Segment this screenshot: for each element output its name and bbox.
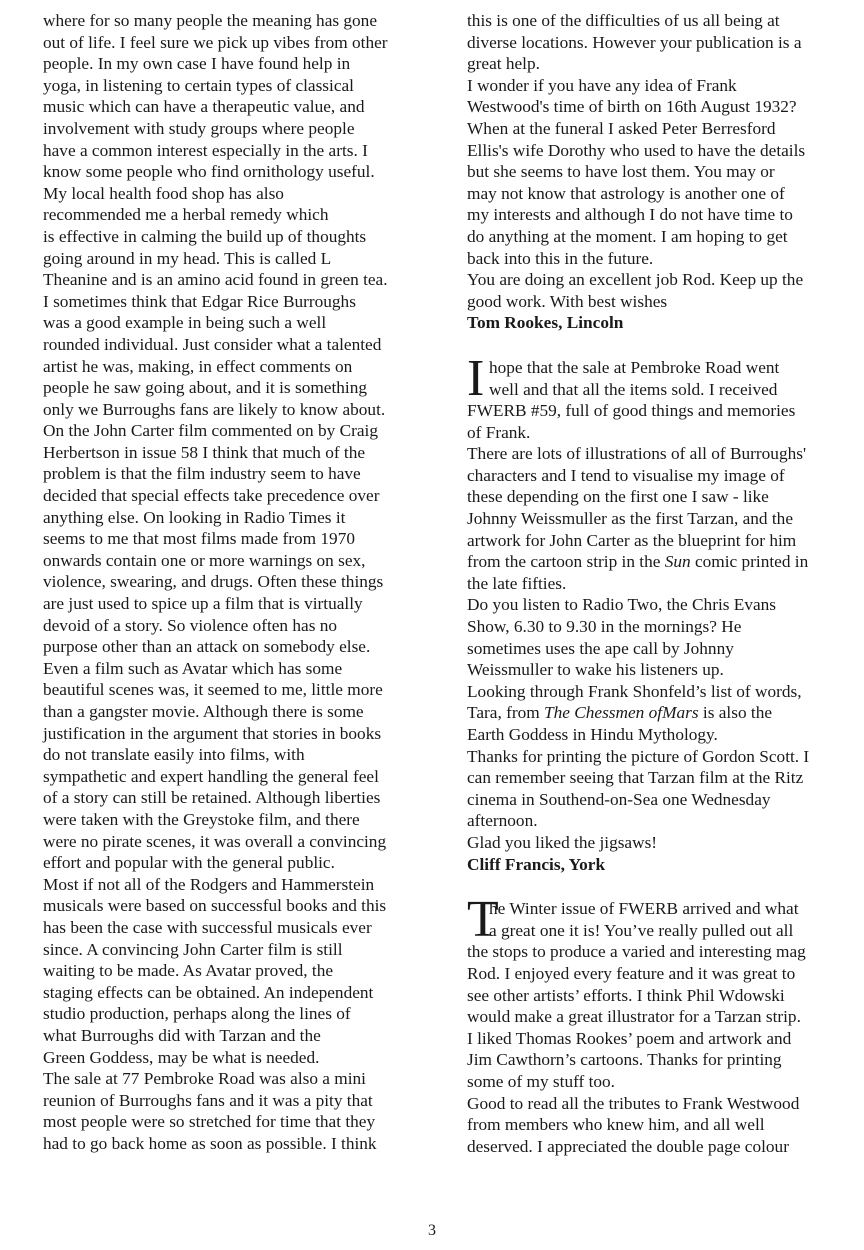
page-number: 3 [428,1222,436,1239]
text-line: going around in my head. This is called L [43,248,332,268]
signature-tom-rookes: Tom Rookes, Lincoln [467,313,624,333]
text-line: rounded individual. Just consider what a talented [43,334,382,354]
text-line: of a story can still be retained. Although liberties [43,788,381,808]
text-line: violence, swearing, and drugs. Often these things [43,572,384,592]
text-line-chessmen: Tara, from The Chessmen ofMars is also the [467,703,773,723]
text-line: only we Burroughs fans are likely to know about. [43,399,386,419]
text-line: people he saw going about, and it is something [43,378,367,398]
text-line: Thanks for printing the picture of Gordon Scott. I [467,746,810,766]
text-line: beautiful scenes was, it seemed to me, little more [43,680,383,700]
text-line: were taken with the Greystoke film, and there [43,809,360,829]
text-line: great help. [467,54,540,74]
text-line: You are doing an excellent job Rod. Keep up the [467,270,804,290]
book-title: The Chessmen ofMars [544,703,699,723]
text-line: artist he was, making, in effect comments on [43,356,353,376]
text-line: afternoon. [467,811,538,831]
text-line: since. A convincing John Carter film is still [43,939,343,959]
letter-gap [467,334,852,357]
text-line: Herbertson in issue 58 I think that much of the [43,442,366,462]
text-line: hope that the sale at Pembroke Road went [489,357,780,377]
text-line: may not know that astrology is another one of [467,183,785,203]
text-line: On the John Carter film commented on by Craig [43,421,378,441]
text-line: effort and popular with the general public. [43,853,335,873]
text-line: sometimes uses the ape call by Johnny [467,638,734,658]
text-line-sun: from the cartoon strip in the Sun comic printed in [467,552,809,572]
text-line: these depending on the first one I saw - like [467,487,769,507]
text-line: The sale at 77 Pembroke Road was also a mini [43,1069,366,1089]
text-line: recommended me a herbal remedy which [43,205,329,225]
text-line: Jim Cawthorn’s cartoons. Thanks for printing [467,1050,782,1070]
text-line: decided that special effects take precedence over [43,486,380,506]
text-line: Theanine and is an amino acid found in green tea. [43,270,388,290]
text-line: deserved. I appreciated the double page colour [467,1136,789,1156]
text-line: I wonder if you have any idea of Frank [467,75,737,95]
text-line: see other artists’ efforts. I think Phil Wdowski [467,985,785,1005]
text-line: of Frank. [467,422,531,442]
text-line: Ellis's wife Dorothy who used to have the details [467,140,806,160]
text-line: is effective in calming the build up of thoughts [43,226,367,246]
text-line: Show, 6.30 to 9.30 in the mornings? He [467,617,742,637]
text-line: from members who knew him, and all well [467,1115,765,1135]
text-line: are just used to spice up a film that is virtually [43,594,363,614]
text-line: back into this in the future. [467,248,654,268]
text-line: justification in the argument that stories in books [43,723,382,743]
text-line: Weissmuller to wake his listeners up. [467,660,724,680]
text-line: Looking through Frank Shonfeld’s list of words, [467,681,802,701]
text-line: waiting to be made. As Avatar proved, the [43,961,334,981]
text-line: can remember seeing that Tarzan film at the Ritz [467,768,804,788]
text-line: music which can have a therapeutic value, and [43,97,365,117]
text-line: Most if not all of the Rodgers and Hammerstein [43,874,375,894]
text-line: Green Goddess, may be what is needed. [43,1047,320,1067]
text-line: do not translate easily into films, with [43,745,305,765]
text-line: Rod. I enjoyed every feature and it was great to [467,963,796,983]
text-line: the stops to produce a varied and interesting mag [467,942,806,962]
text-line: the late fifties. [467,573,567,593]
text-line: seems to me that most films made from 1970 [43,529,355,549]
drop-cap-i: I [467,349,485,407]
text-line: Good to read all the tributes to Frank Westwood [467,1093,800,1113]
text-line: have a common interest especially in the arts. I [43,140,368,160]
text-line: was a good example in being such a well [43,313,327,333]
text-line: involvement with study groups where people [43,118,355,138]
text-line: cinema in Southend-on-Sea one Wednesday [467,789,771,809]
text-line: has been the case with successful musicals ever [43,917,372,937]
text-line: this is one of the difficulties of us all being at [467,11,780,30]
text-line: There are lots of illustrations of all of Burroughs' [467,444,807,464]
text-line: were no pirate scenes, it was overall a convincing [43,831,387,851]
newspaper-title: Sun [664,552,691,572]
text-line: had to go back home as soon as possible. I think [43,1133,377,1153]
text-line: would make a great illustrator for a Tarzan strip. [467,1007,801,1027]
text-line: some of my stuff too. [467,1071,616,1091]
text-line: diverse locations. However your publication is a [467,32,802,52]
text-line: where for so many people the meaning has gone [43,11,377,30]
text-line: know some people who find ornithology useful. [43,162,375,182]
text-line: he Winter issue of FWERB arrived and what [489,899,799,919]
text-line: than a gangster movie. Although there is some [43,702,364,721]
right-column [467,10,852,1157]
text-line: sympathetic and expert handling the general feel [43,766,379,786]
text-line: Westwood's time of birth on 16th August 1932? [467,97,797,117]
text-line: FWERB #59, full of good things and memories [467,401,796,421]
text-line: yoga, in listening to certain types of classical [43,75,354,95]
text-line: My local health food shop has also [43,183,284,203]
text-line: anything else. On looking in Radio Times it [43,507,346,527]
text-line: out of life. I feel sure we pick up vibes from other [43,32,388,52]
text-line: my interests and although I do not have time to [467,205,793,225]
signature-cliff-francis: Cliff Francis, York [467,854,606,874]
text-line: what Burroughs did with Tarzan and the [43,1025,321,1045]
text-line: I sometimes think that Edgar Rice Burroughs [43,291,356,311]
text-line: purpose other than an attack on somebody else. [43,637,371,657]
text-line: devoid of a story. So violence often has no [43,615,338,635]
text-line: studio production, perhaps along the lines of [43,1004,351,1024]
text-line: well and that all the items sold. I received [489,379,778,399]
text-line: good work. With best wishes [467,291,668,311]
letter-winter-issue [467,891,852,1157]
text-line: reunion of Burroughs fans and it was a pity that [43,1090,373,1110]
text-line: characters and I tend to visualise my image of [467,465,785,485]
text-line: musicals were based on successful books and this [43,896,387,916]
text-line: do anything at the moment. I am hoping to get [467,226,788,246]
left-column [43,10,435,1154]
text-line: Johnny Weissmuller as the first Tarzan, and the [467,509,793,529]
drop-cap-t: T [467,891,499,949]
text-line: most people were so stretched for time that they [43,1112,376,1132]
letter-gap [467,875,852,898]
letter-cliff-francis [467,349,852,854]
text-line: a great one it is! You’ve really pulled out all [489,920,794,940]
text-line: Glad you liked the jigsaws! [467,832,658,852]
text-line: Earth Goddess in Hindu Mythology. [467,725,718,744]
text-line: I liked Thomas Rookes’ poem and artwork and [467,1028,792,1048]
text-line: staging effects can be obtained. An independent [43,982,374,1002]
text-line: but she seems to have lost them. You may or [467,162,775,182]
text-line: problem is that the film industry seem to have [43,464,361,484]
text-line: onwards contain one or more warnings on sex, [43,550,366,570]
text-line: Do you listen to Radio Two, the Chris Evans [467,595,777,615]
text-line: people. In my own case I have found help in [43,54,351,74]
text-line: artwork for John Carter as the blueprint for him [467,530,797,550]
letter-tom-rookes [467,10,852,312]
text-line: When at the funeral I asked Peter Berresford [467,118,776,138]
text-line: Even a film such as Avatar which has some [43,658,343,678]
